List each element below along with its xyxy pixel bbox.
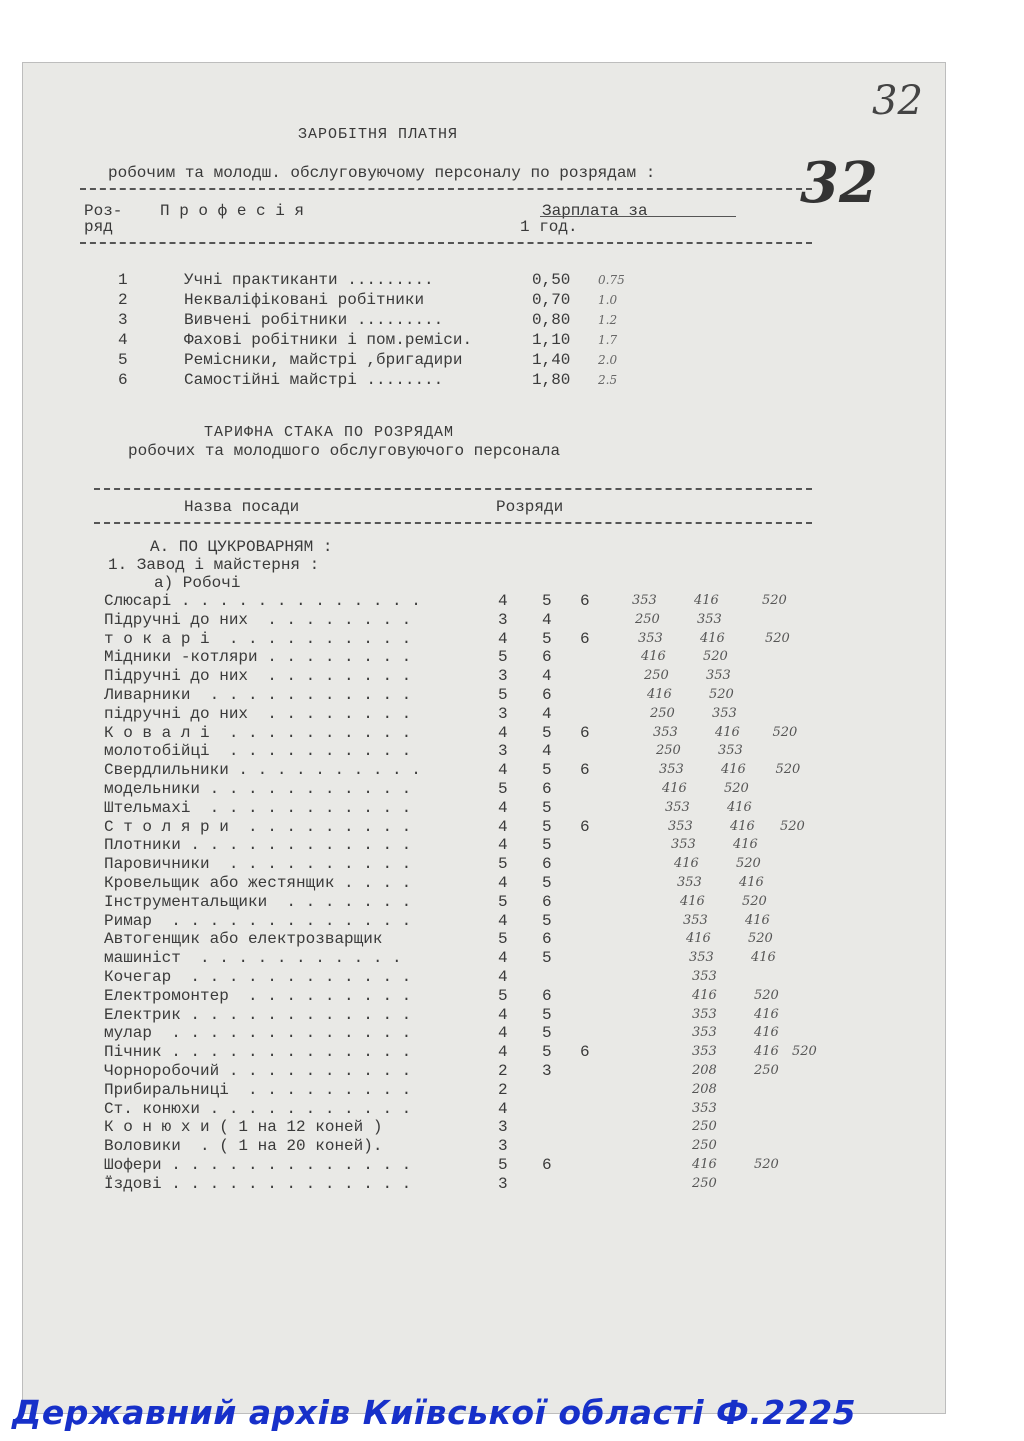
position-cell: модельники . . . . . . . . . . . <box>104 780 412 798</box>
position-cell: Паровичники . . . . . . . . . . <box>104 855 412 874</box>
handwritten-rate: 416 <box>700 630 725 646</box>
position-cell: Шофери . . . . . . . . . . . . . <box>104 1156 412 1174</box>
position-cell: Мідники -котляри . . . . . . . . <box>104 648 412 667</box>
position-cell: Інструментальщики . . . . . . . <box>104 892 412 911</box>
handwritten-rate: 353 <box>653 724 678 740</box>
table-row <box>0 686 1024 704</box>
table-row <box>0 290 1024 310</box>
handwritten-rate: 250 <box>692 1119 717 1135</box>
table-row <box>0 1137 1024 1155</box>
table-row <box>0 836 1024 854</box>
rank-cell: 2 <box>118 291 128 309</box>
grade-cell: 6 <box>580 629 590 648</box>
handwritten-rate: 520 <box>754 1157 779 1172</box>
handwritten-rate: 416 <box>727 799 752 815</box>
table-row <box>0 799 1024 817</box>
col-rank-header-2: ряд <box>84 218 113 236</box>
profession-cell: Самостійні майстрі ........ <box>184 371 444 389</box>
position-cell: Свердлильники . . . . . . . . . . <box>104 761 421 780</box>
grade-cell: 5 <box>542 592 552 610</box>
grade-cell: 4 <box>542 610 552 629</box>
handwritten-rate: 416 <box>739 875 764 890</box>
grade-cell: 6 <box>580 761 590 780</box>
handwritten-rate: 353 <box>718 743 743 759</box>
col-wage-header: Зарплата за <box>542 202 648 220</box>
wage-cell: 1,80 <box>532 371 571 389</box>
handwritten-rate: 353 <box>659 762 684 778</box>
position-cell: Їздові . . . . . . . . . . . . . <box>104 1174 412 1193</box>
handwritten-note: 1.0 <box>598 293 618 307</box>
position-cell: Римар . . . . . . . . . . . . . <box>104 911 412 930</box>
grade-cell: 5 <box>542 723 552 742</box>
grade-cell: 6 <box>542 686 552 704</box>
position-cell: Кровельщик або жестянщик . . . . <box>104 874 412 892</box>
handwritten-rate: 353 <box>668 818 693 834</box>
grade-cell: 6 <box>542 986 552 1005</box>
col-grades-header: Розряди <box>496 498 564 516</box>
grade-cell: 5 <box>498 930 508 949</box>
page-number-circled: 32 <box>800 150 878 216</box>
grade-cell: 4 <box>498 949 508 968</box>
grade-cell: 4 <box>498 911 508 930</box>
handwritten-rate: 353 <box>712 705 737 721</box>
handwritten-rate: 416 <box>680 893 705 909</box>
grade-cell: 5 <box>498 986 508 1005</box>
grade-cell: 6 <box>542 780 552 798</box>
table-row <box>0 648 1024 666</box>
grade-cell: 4 <box>498 1099 508 1118</box>
position-cell: Ливарники . . . . . . . . . . . <box>104 686 412 704</box>
handwritten-rate: 416 <box>641 649 666 665</box>
section2-title: ТАРИФНА СТАКА ПО РОЗРЯДАМ <box>204 424 455 441</box>
handwritten-rate: 416 <box>692 1157 717 1172</box>
grade-cell: 4 <box>498 798 508 817</box>
table-row <box>0 968 1024 986</box>
handwritten-rate: 250 <box>692 1138 717 1154</box>
heading-a1: а) Робочі <box>154 574 241 592</box>
section1-title: ЗАРОБІТНЯ ПЛАТНЯ <box>298 126 459 143</box>
position-cell: Підручні до них . . . . . . . . <box>104 667 412 686</box>
grade-cell: 4 <box>498 592 508 610</box>
handwritten-rate: 416 <box>730 818 755 834</box>
grade-cell: 2 <box>498 1080 508 1099</box>
handwritten-note: 1.2 <box>598 313 618 327</box>
table-row <box>0 724 1024 742</box>
position-cell: підручні до них . . . . . . . . <box>104 704 412 723</box>
grade-cell: 4 <box>498 836 508 855</box>
table-row <box>0 1100 1024 1118</box>
profession-cell: Фахові робітники і пом.реміси. <box>184 331 473 349</box>
handwritten-note: 2.5 <box>598 373 618 387</box>
handwritten-rate: 250 <box>754 1063 779 1078</box>
table-row <box>0 705 1024 723</box>
grade-cell: 4 <box>542 742 552 761</box>
handwritten-rate: 416 <box>754 1044 779 1060</box>
handwritten-rate: 520 <box>724 781 749 796</box>
wage-cell: 1,10 <box>532 331 571 349</box>
table-row <box>0 667 1024 685</box>
table-row <box>0 310 1024 330</box>
grade-cell: 3 <box>498 610 508 629</box>
grade-cell: 6 <box>542 930 552 949</box>
table-row <box>0 1043 1024 1061</box>
grade-cell: 5 <box>542 1005 552 1024</box>
table-row <box>0 1006 1024 1024</box>
table-row <box>0 1156 1024 1174</box>
handwritten-rate: 353 <box>683 912 708 928</box>
grade-cell: 3 <box>498 704 508 723</box>
wage-cell: 0,50 <box>532 271 571 289</box>
handwritten-rate: 416 <box>694 593 719 608</box>
position-cell: Електромонтер . . . . . . . . . <box>104 986 412 1005</box>
handwritten-note: 2.0 <box>598 353 618 367</box>
handwritten-rate: 353 <box>638 630 663 646</box>
grade-cell: 6 <box>542 1156 552 1174</box>
handwritten-rate: 416 <box>754 1006 779 1022</box>
handwritten-rate: 416 <box>721 762 746 778</box>
position-cell: молотобійці . . . . . . . . . . <box>104 742 412 761</box>
col-rank-header: Роз- <box>84 202 123 220</box>
grade-cell: 3 <box>498 742 508 761</box>
grade-cell: 5 <box>498 648 508 667</box>
position-cell: Електрик . . . . . . . . . . . . <box>104 1005 412 1024</box>
handwritten-rate: 208 <box>692 1081 717 1097</box>
handwritten-rate: 520 <box>754 987 779 1003</box>
handwritten-rate: 353 <box>697 611 722 627</box>
grade-cell: 4 <box>498 1043 508 1062</box>
grade-cell: 4 <box>542 704 552 723</box>
grade-cell: 6 <box>580 592 590 610</box>
handwritten-rate: 208 <box>692 1063 717 1078</box>
table-row <box>0 330 1024 350</box>
grade-cell: 5 <box>542 1024 552 1043</box>
table-row <box>0 742 1024 760</box>
grade-cell: 4 <box>498 817 508 836</box>
position-cell: Підручні до них . . . . . . . . <box>104 610 412 629</box>
handwritten-rate: 520 <box>742 893 767 909</box>
grade-cell: 5 <box>498 1156 508 1174</box>
handwritten-rate: 520 <box>775 762 801 778</box>
table-row <box>0 1118 1024 1136</box>
page-number-top: 32 <box>872 78 923 124</box>
grade-cell: 3 <box>542 1062 552 1080</box>
grade-cell: 4 <box>498 1024 508 1043</box>
handwritten-rate: 416 <box>733 837 758 853</box>
table-row <box>0 1175 1024 1193</box>
grade-cell: 6 <box>580 1043 590 1062</box>
grade-cell: 5 <box>542 911 552 930</box>
handwritten-rate: 416 <box>674 856 699 872</box>
grade-cell: 4 <box>498 968 508 986</box>
table-row <box>0 611 1024 629</box>
handwritten-rate: 520 <box>762 593 787 608</box>
grade-cell: 6 <box>542 892 552 911</box>
grade-cell: 5 <box>542 798 552 817</box>
handwritten-rate: 416 <box>754 1025 779 1041</box>
grade-cell: 3 <box>498 1174 508 1193</box>
handwritten-note: 1.7 <box>598 333 618 347</box>
position-cell: Пічник . . . . . . . . . . . . . <box>104 1043 412 1062</box>
position-cell: Слюсарі . . . . . . . . . . . . . <box>104 592 421 610</box>
handwritten-rate: 250 <box>650 705 675 721</box>
table-row <box>0 370 1024 390</box>
grade-cell: 4 <box>542 667 552 686</box>
table-row <box>0 350 1024 370</box>
grade-cell: 6 <box>580 723 590 742</box>
grade-cell: 4 <box>498 874 508 892</box>
col-profession-header: П р о ф е с і я <box>160 202 305 220</box>
divider <box>80 242 812 244</box>
position-cell: Штельмахі . . . . . . . . . . . <box>104 798 412 817</box>
grade-cell: 3 <box>498 1118 508 1137</box>
table-row <box>0 912 1024 930</box>
handwritten-rate: 250 <box>692 1175 717 1191</box>
grade-cell: 5 <box>498 855 508 874</box>
handwritten-rate: 520 <box>709 687 734 702</box>
grade-cell: 3 <box>498 667 508 686</box>
table-row <box>0 855 1024 873</box>
handwritten-rate: 353 <box>692 1100 717 1116</box>
wage-cell: 0,70 <box>532 291 571 309</box>
handwritten-note: 0.75 <box>598 273 625 287</box>
handwritten-rate: 353 <box>689 950 714 966</box>
rank-cell: 4 <box>118 331 128 349</box>
profession-cell: Вивчені робітники ......... <box>184 311 444 329</box>
grade-cell: 5 <box>542 761 552 780</box>
col-position-header: Назва посади <box>184 498 300 516</box>
handwritten-rate: 416 <box>647 687 672 702</box>
grade-cell: 4 <box>498 629 508 648</box>
handwritten-rate: 520 <box>748 931 773 947</box>
section1-subtitle: робочим та молодш. обслуговуючому персоналу по розрядам : <box>108 164 656 182</box>
grade-cell: 5 <box>542 874 552 892</box>
handwritten-rate: 520 <box>792 1044 817 1060</box>
position-cell: К о н ю х и ( 1 на 12 коней ) <box>104 1118 383 1137</box>
heading-1: 1. Завод і майстерня : <box>108 556 320 574</box>
position-cell: Воловики . ( 1 на 20 коней). <box>104 1137 383 1156</box>
handwritten-rate: 520 <box>780 818 805 834</box>
grade-cell: 4 <box>498 1005 508 1024</box>
handwritten-rate: 520 <box>772 724 798 740</box>
table-row <box>0 780 1024 798</box>
grade-cell: 6 <box>542 855 552 874</box>
table-row <box>0 987 1024 1005</box>
grade-cell: 5 <box>542 629 552 648</box>
grade-cell: 5 <box>542 1043 552 1062</box>
grade-cell: 5 <box>498 686 508 704</box>
table-row <box>0 630 1024 648</box>
divider <box>80 188 812 190</box>
grade-cell: 3 <box>498 1137 508 1156</box>
position-cell: Чорноробочий . . . . . . . . . . <box>104 1062 412 1080</box>
grade-cell: 5 <box>542 836 552 855</box>
divider <box>94 488 812 490</box>
position-cell: машиніст . . . . . . . . . . . <box>104 949 402 968</box>
handwritten-rate: 416 <box>662 781 687 796</box>
position-cell: Автогенщик або електрозварщик <box>104 930 383 949</box>
grade-cell: 5 <box>498 892 508 911</box>
profession-cell: Учні практиканти ......... <box>184 271 434 289</box>
wage-cell: 0,80 <box>532 311 571 329</box>
position-cell: Ст. конюхи . . . . . . . . . . . <box>104 1099 412 1118</box>
handwritten-rate: 416 <box>745 912 770 928</box>
handwritten-rate: 353 <box>665 799 690 815</box>
position-cell: т о к а р і . . . . . . . . . . <box>104 629 412 648</box>
handwritten-rate: 416 <box>751 950 776 966</box>
grade-cell: 5 <box>498 780 508 798</box>
position-cell: К о в а л і . . . . . . . . . . <box>104 723 412 742</box>
grade-cell: 2 <box>498 1062 508 1080</box>
handwritten-rate: 353 <box>677 875 702 890</box>
handwritten-rate: 520 <box>765 630 790 646</box>
section2-subtitle: робочих та молодшого обслуговуючого персонала <box>128 442 561 460</box>
position-cell: Кочегар . . . . . . . . . . . . <box>104 968 412 986</box>
handwritten-rate: 416 <box>715 724 740 740</box>
handwritten-rate: 353 <box>692 1044 717 1060</box>
table-row <box>0 818 1024 836</box>
table-row <box>0 592 1024 610</box>
handwritten-rate: 520 <box>703 649 728 665</box>
table-row <box>0 949 1024 967</box>
profession-cell: Ремісники, майстрі ,бригадири <box>184 351 463 369</box>
archive-footer: Державний архів Київської області Ф.2225 <box>12 1393 857 1432</box>
grade-cell: 6 <box>542 648 552 667</box>
heading-a: А. ПО ЦУКРОВАРНЯМ : <box>150 538 333 556</box>
handwritten-rate: 250 <box>656 743 681 759</box>
divider <box>94 522 812 524</box>
handwritten-rate: 520 <box>736 856 761 872</box>
table-row <box>0 1081 1024 1099</box>
table-row <box>0 1024 1024 1042</box>
position-cell: Плотники . . . . . . . . . . . . <box>104 836 412 855</box>
rank-cell: 1 <box>118 271 128 289</box>
handwritten-rate: 416 <box>686 931 711 947</box>
handwritten-rate: 353 <box>706 668 731 684</box>
divider <box>540 216 736 217</box>
grade-cell: 4 <box>498 761 508 780</box>
rank-cell: 6 <box>118 371 128 389</box>
table-row <box>0 761 1024 779</box>
handwritten-rate: 353 <box>692 969 717 984</box>
grade-cell: 5 <box>542 817 552 836</box>
handwritten-rate: 353 <box>692 1025 717 1041</box>
handwritten-rate: 353 <box>692 1006 717 1022</box>
table-row <box>0 874 1024 892</box>
grade-cell: 5 <box>542 949 552 968</box>
position-cell: Прибиральниці . . . . . . . . . <box>104 1080 412 1099</box>
profession-cell: Некваліфіковані робітники <box>184 291 425 309</box>
grade-cell: 6 <box>580 817 590 836</box>
position-cell: мулар . . . . . . . . . . . . . <box>104 1024 412 1043</box>
table-row <box>0 893 1024 911</box>
col-wage-header-2: 1 год. <box>520 218 578 236</box>
handwritten-rate: 250 <box>644 668 669 684</box>
table-row <box>0 270 1024 290</box>
rank-cell: 5 <box>118 351 128 369</box>
handwritten-rate: 353 <box>632 593 657 608</box>
rank-cell: 3 <box>118 311 128 329</box>
grade-cell: 4 <box>498 723 508 742</box>
table-row <box>0 930 1024 948</box>
handwritten-rate: 250 <box>635 611 660 627</box>
table-row <box>0 1062 1024 1080</box>
wage-cell: 1,40 <box>532 351 571 369</box>
handwritten-rate: 416 <box>692 987 717 1003</box>
handwritten-rate: 353 <box>671 837 696 853</box>
position-cell: С т о л я р и . . . . . . . . . <box>104 817 412 836</box>
